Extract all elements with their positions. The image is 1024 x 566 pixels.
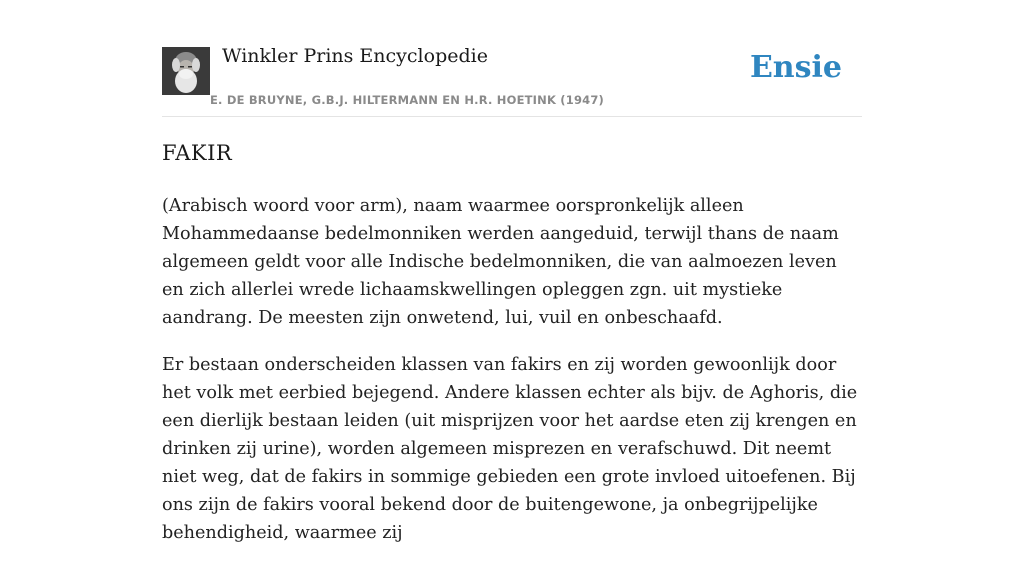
encyclopedia-title[interactable]: Winkler Prins Encyclopedie: [222, 45, 488, 67]
ensie-logo-link[interactable]: Ensie: [749, 50, 842, 85]
author-portrait-icon[interactable]: [162, 47, 210, 95]
page-header: [162, 0, 862, 117]
portrait-svg: [162, 47, 210, 95]
entry-paragraph: Er bestaan onderscheiden klassen van fakirs en zij worden gewoonlijk door het volk met eerbied bejegend. Andere klassen echter als bijv. de Aghoris, die een dierlijk bestaan leiden (uit misprijzen voor het aardse eten zij krengen en drinken zij urine), worden algemeen misprezen en verafschuwd. Dit neemt niet weg, dat de fakirs in sommige gebieden een grote invloed uitoefenen. Bij ons zijn de fakirs vooral bekend door de buitengewone, ja onbegrijpelijke behendigheid, waarmee zij: [162, 355, 858, 543]
authors-line: E. DE BRUYNE, G.B.J. HILTERMANN EN H.R. HOETINK (1947): [210, 93, 605, 107]
article-container: [162, 0, 862, 543]
entry-paragraph: (Arabisch woord voor arm), naam waarmee oorspronkelijk alleen Mohammedaanse bedelmonniken werden aangeduid, terwijl thans de naam algemeen geldt voor alle Indische bedelmonniken, die van aalmoezen leven en zich allerlei wrede lichaamskwellingen opleggen zgn. uit mystieke aandrang. De meesten zijn onwetend, lui, vuil en onbeschaafd.: [162, 196, 839, 328]
entry-body: [162, 192, 862, 566]
entry-title: FAKIR: [162, 141, 233, 165]
